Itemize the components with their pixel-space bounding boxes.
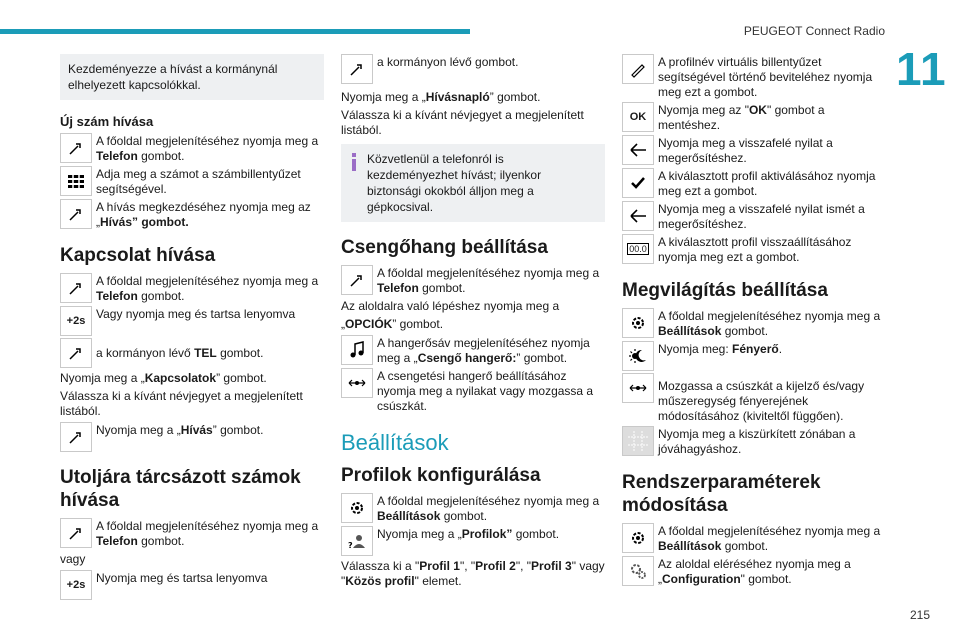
step: OK Nyomja meg az "OK" gombot a mentéshez.	[622, 102, 886, 133]
pencil-icon	[622, 54, 654, 84]
hand-touch-icon	[60, 199, 92, 229]
section-title-profiles: Profilok konfigurálása	[341, 465, 541, 486]
header-accent-bar	[0, 29, 470, 34]
section-title-settings: Beállítások	[341, 430, 449, 455]
profile-icon	[341, 526, 373, 556]
step: Nyomja meg: Fényerő.	[622, 341, 886, 371]
step: Az aloldal eléréséhez nyomja meg a „Configuration" gombot.	[622, 556, 886, 587]
configuration-gear-icon	[622, 556, 654, 586]
step: Adja meg a számot a számbillentyűzet segítségével.	[60, 166, 324, 197]
step: A profilnév virtuális billentyűzet segítségével történő beviteléhez nyomja meg ezt a gombot.	[622, 54, 886, 100]
hand-touch-icon	[60, 273, 92, 303]
section-title-system-params: Rendszerparaméterek módosítása	[622, 472, 821, 516]
step: A csengetési hangerő beállításához nyomja meg a nyilakat vagy mozgassa a csúszkát.	[341, 368, 605, 414]
step: 00.0 A kiválasztott profil visszaállításához nyomja meg ezt a gombot.	[622, 234, 886, 265]
column-3	[622, 54, 886, 589]
hand-touch-icon	[60, 518, 92, 548]
settings-gear-icon	[622, 523, 654, 553]
step: A főoldal megjelenítéséhez nyomja meg a Beállítások gombot.	[622, 523, 886, 554]
step: Mozgassa a csúszkát a kijelző és/vagy műszeregység fényerejének módosításához (kiviteltől függően).	[622, 373, 886, 424]
hand-touch-icon	[341, 54, 373, 84]
ok-icon: OK	[622, 102, 654, 132]
slider-arrows-icon	[622, 373, 654, 403]
svg-text:?: ?	[348, 541, 353, 550]
step: A hangerősáv megjelenítéséhez nyomja meg a „Csengő hangerő:” gombot.	[341, 335, 605, 366]
step: a kormányon lévő TEL gombot.	[60, 338, 324, 368]
press-hold-icon: +2s	[60, 306, 92, 336]
step: A hívás megkezdéséhez nyomja meg az „Hívás” gombot.	[60, 199, 324, 230]
slider-arrows-icon	[341, 368, 373, 398]
header-title: PEUGEOT Connect Radio	[743, 24, 885, 38]
info-icon	[349, 151, 359, 215]
step: A főoldal megjelenítéséhez nyomja meg a Telefon gombot.	[60, 518, 324, 549]
note-box: Kezdeményezze a hívást a kormánynál elhelyezett kapcsolókkal.	[60, 54, 324, 100]
settings-gear-icon	[341, 493, 373, 523]
keypad-icon	[60, 166, 92, 196]
hand-touch-icon	[60, 422, 92, 452]
info-note-box: Közvetlenül a telefonról is kezdeményezhet hívást; ilyenkor biztonsági okokból álljon meg a gépkocsival.	[341, 144, 605, 222]
step: ? Nyomja meg a „Profilok” gombot.	[341, 526, 605, 556]
hand-touch-icon	[60, 133, 92, 163]
step: A főoldal megjelenítéséhez nyomja meg a Beállítások gombot.	[622, 308, 886, 339]
step: Nyomja meg a visszafelé nyilat a megerősítéshez.	[622, 135, 886, 166]
back-arrow-icon	[622, 201, 654, 231]
step: +2s Vagy nyomja meg és tartsa lenyomva	[60, 306, 324, 336]
step: Nyomja meg a „Hívás” gombot.	[60, 422, 324, 452]
column-1: Kezdeményezze a hívást a kormánynál elhelyezett kapcsolókkal. Új szám hívása A főoldal megjelenítéséhez nyomja meg a Telefon gombot. Adja meg a számot a számbillentyűzet segítségével. A hívás megkezdéséhez nyomja meg az „Hívás” gombot. Kapcsolat hívása A főoldal megjelenítéséhez nyomja meg a Telefon gombot. +2s Vagy nyomja meg és tartsa lenyomva a kormányon lévő TEL gombot. Nyomja meg a „Kapcsolatok” gombot. Válassza ki a kívánt névjegyet a megjelenített listából. Nyomja meg a „Hívás” gombot. Utoljára tárcsázott számok hívása A főoldal megjelenítéséhez nyomja meg a Telefon gombot. vagy +2s Nyomja meg és tartsa lenyomva	[60, 54, 324, 602]
chapter-number: 11	[896, 43, 947, 95]
step: +2s Nyomja meg és tartsa lenyomva	[60, 570, 324, 600]
music-note-icon	[341, 335, 373, 365]
step: A főoldal megjelenítéséhez nyomja meg a Telefon gombot.	[60, 273, 324, 304]
step: Nyomja meg a visszafelé nyilat ismét a megerősítéshez.	[622, 201, 886, 232]
step: A kiválasztott profil aktiválásához nyomja meg ezt a gombot.	[622, 168, 886, 199]
back-arrow-icon	[622, 135, 654, 165]
column-2: a kormányon lévő gombot. Nyomja meg a „Hívásnapló” gombot. Válassza ki a kívánt névjegyet a megjelenített listából. Közvetlenül a telefonról is kezdeményezhet hívást; ilyenkor biztonsági okokból álljon meg a gépkocsival. Csengőhang beállítása A főoldal megjelenítéséhez nyomja meg a Telefon gombot. Az aloldalra való lépéshez nyomja meg a „OPCIÓK” gombot. A hangerősáv megjelenítéséhez nyomja meg a „Csengő hangerő:” gombot. A csengetési hangerő beállításához nyomja meg a nyilakat vagy mozgassa a csúszkát. Beállítások Profilok konfigurálása A főoldal megjelenítéséhez nyomja meg a Beállítások gombot. ? Nyomja meg a „Profilok” gombot. Válassza ki a "Profil 1", "Profil 2", "Profil 3" vagy "Közös profil" elemet.	[341, 55, 605, 588]
section-title-brightness: Megvilágítás beállítása	[622, 280, 828, 301]
brightness-icon	[622, 341, 654, 371]
hand-touch-icon	[60, 338, 92, 368]
step: A főoldal megjelenítéséhez nyomja meg a Telefon gombot.	[60, 133, 324, 164]
reset-icon: 00.0	[622, 234, 654, 264]
grey-zone-icon	[622, 426, 654, 456]
press-hold-icon: +2s	[60, 570, 92, 600]
step: a kormányon lévő gombot.	[341, 54, 605, 84]
page-number: 215	[909, 608, 930, 622]
section-title-new-number: Új szám hívása	[60, 114, 154, 129]
section-title-call-contact: Kapcsolat hívása	[60, 245, 216, 266]
settings-gear-icon	[622, 308, 654, 338]
section-title-recent-calls: Utoljára tárcsázott számok hívása	[60, 467, 301, 511]
step: A főoldal megjelenítéséhez nyomja meg a Beállítások gombot.	[341, 493, 605, 524]
checkmark-icon	[622, 168, 654, 198]
step: Nyomja meg a kiszürkített zónában a jóváhagyáshoz.	[622, 426, 886, 457]
hand-touch-icon	[341, 265, 373, 295]
step: A főoldal megjelenítéséhez nyomja meg a Telefon gombot.	[341, 265, 605, 296]
section-title-ringtone: Csengőhang beállítása	[341, 237, 548, 258]
